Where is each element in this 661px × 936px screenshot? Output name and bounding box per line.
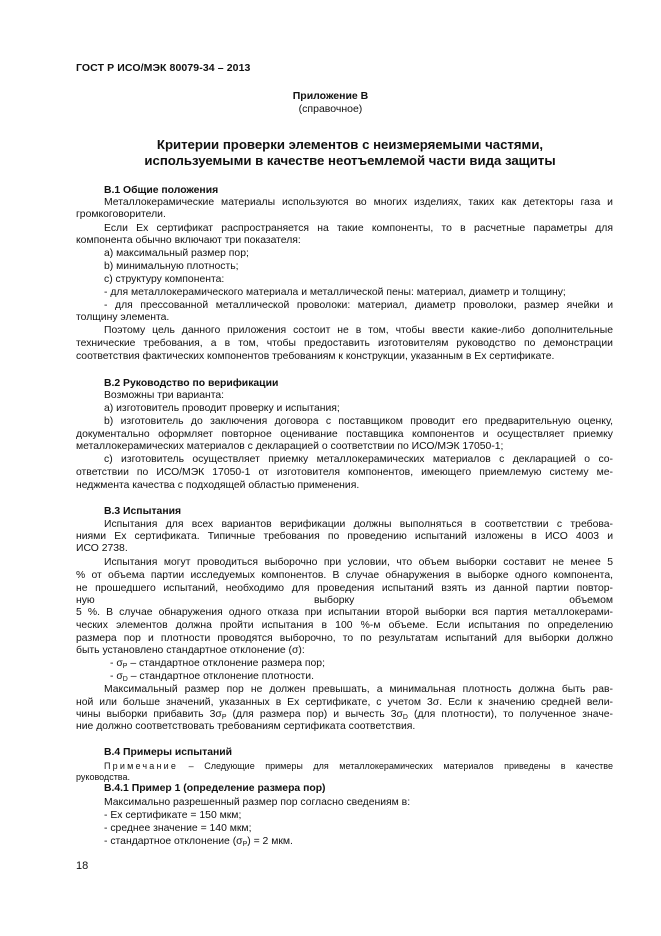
- subscript: P: [122, 663, 128, 670]
- note-label: Примечание: [104, 761, 179, 771]
- paragraph-line: ответствии по ИСО/МЭК 17050-1 от изготовителя компонентов, имеющего приемлемую систему ме-: [76, 467, 613, 478]
- list-item: a) изготовитель проводит проверку и испытания;: [104, 403, 340, 414]
- paragraph-line: Испытания для всех вариантов верификации должны выполняться в соответствии с требова-: [104, 519, 613, 530]
- paragraph-line: громкоговорители.: [76, 209, 166, 220]
- heading-b2: B.2 Руководство по верификации: [104, 378, 279, 389]
- list-item: c) изготовитель осуществляет приемку металлокерамических материалов с декларацией о со-: [104, 454, 613, 465]
- paragraph-line: ческих элементов должна пройти испытания в 100 %-м объеме. Если испытания по определению: [76, 620, 613, 631]
- paragraph-line: Поэтому цель данного приложения состоит не в том, чтобы ввести какие-либо дополнительные: [104, 325, 613, 336]
- paragraph-line: Максимально разрешенный размер пор согласно сведениям в:: [104, 797, 411, 808]
- annex-title: Приложение B: [292, 90, 369, 102]
- subscript: D: [402, 714, 408, 721]
- paragraph-line: ниями Ex сертификата. Типичные требования по проведению испытаний изложены в ИСО 4003 и: [76, 531, 613, 542]
- heading-b4: B.4 Примеры испытаний: [104, 747, 233, 758]
- paragraph-line: Испытания могут проводиться выборочно при условии, что объем выборки составит не менее 5: [104, 557, 613, 568]
- list-item: [76, 836, 613, 848]
- section-title-line-2: используемыми в качестве неотъемлемой части вида защиты: [144, 153, 556, 168]
- list-item: [76, 671, 613, 683]
- paragraph-line: технические требования, а в том, чтобы предоставить изготовителям руководство по демонстрации: [76, 338, 613, 349]
- paragraph-line: Возможны три варианта:: [104, 390, 225, 401]
- list-item: b) минимальную плотность;: [104, 261, 239, 272]
- paragraph-line: не прошедшего испытаний, необходимо для проведения испытаний взять из данной партии повтор-: [76, 583, 613, 594]
- note-text: – Следующие примеры для металлокерамических материалов приведены в качестве: [178, 761, 613, 771]
- word: выборку: [314, 595, 355, 606]
- paragraph-line: толщину элемента.: [76, 312, 170, 323]
- heading-b1: B.1 Общие положения: [104, 185, 219, 196]
- paragraph-line: размера пор и плотности проводятся выборочно, то по результатам испытаний для выборки должно: [76, 633, 613, 644]
- text: чины выборки прибавить 3σ: [76, 709, 222, 720]
- list-item-text: – стандартное отклонение размера пор;: [127, 658, 325, 669]
- text: (для размера пор) и вычесть 3σ: [226, 709, 403, 720]
- page-number: 18: [76, 860, 89, 872]
- heading-b4-1: B.4.1 Пример 1 (определение размера пор): [104, 783, 326, 794]
- sigma-symbol: - σ: [110, 658, 123, 669]
- text: ) = 2 мкм.: [247, 836, 293, 847]
- subscript: D: [122, 676, 128, 683]
- paragraph-line: % от объема партии исследуемых компонентов. В случае обнаружения в выборке одного компонента,: [76, 570, 613, 581]
- word: объемом: [569, 595, 613, 606]
- sigma-symbol: - σ: [110, 671, 123, 682]
- list-item: [76, 658, 613, 670]
- paragraph-line: документально оформляет повторное оценивание поставщика компонентов и осуществляет приемку: [76, 429, 613, 440]
- paragraph-line: 5 %. В случае обнаружения одного отказа при испытании второй выборки вся партия металлокерами-: [76, 607, 613, 618]
- paragraph-line: металлокерамических материалов с декларацией о соответствии по ИСО/МЭК 17050-1;: [76, 441, 504, 452]
- paragraph-line: [76, 709, 613, 721]
- list-item: - для металлокерамического материала и металлической пены: материал, диаметр и толщину;: [104, 287, 566, 298]
- list-item: - среднее значение = 140 мкм;: [104, 823, 252, 834]
- paragraph-line: Если Ex сертификат распространяется на такие компоненты, то в расчетные параметры для: [104, 223, 613, 234]
- paragraph-line: соответствия фактических компонентов требованиям к конструкции, указанным в Ex сертификате.: [76, 351, 555, 362]
- paragraph-line: [76, 595, 613, 607]
- subscript: P: [221, 714, 227, 721]
- word: ную: [76, 595, 95, 606]
- paragraph-line: ние должно соответствовать требованиям сертификата соответствия.: [76, 721, 416, 732]
- subscript: P: [242, 841, 248, 848]
- list-item: - Ex сертификате = 150 мкм;: [104, 810, 242, 821]
- annex-status: (справочное): [298, 103, 363, 115]
- list-item-text: – стандартное отклонение плотности.: [127, 671, 315, 682]
- paragraph-line: неджмента качества с подходящей областью применения.: [76, 480, 360, 491]
- list-item: c) структуру компонента:: [104, 274, 225, 285]
- list-item: b) изготовитель до заключения договора с поставщиком проводит его предварительную оценку,: [104, 416, 613, 427]
- paragraph-line: ИСО 2738.: [76, 543, 128, 554]
- text: - стандартное отклонение (σ: [104, 836, 243, 847]
- document-code-header: ГОСТ Р ИСО/МЭК 80079-34 – 2013: [76, 62, 251, 74]
- paragraph-line: компонента обычно включают три показателя:: [76, 235, 301, 246]
- heading-b3: B.3 Испытания: [104, 506, 182, 517]
- paragraph-line: Металлокерамические материалы используются во многих изделиях, таких как детекторы газа и: [104, 197, 613, 208]
- paragraph-line: Максимальный размер пор не должен превышать, а минимальная плотность должна быть рав-: [104, 684, 613, 695]
- section-title-line-1: Критерии проверки элементов с неизмеряемыми частями,: [156, 137, 544, 152]
- paragraph-line: ной или больше значений, указанных в Ex сертификате, с учетом 3σ. Если к значению средней вели-: [76, 697, 613, 708]
- note-line: руководства.: [76, 772, 130, 782]
- list-item: - для прессованной металлической проволоки: материал, диаметр проволоки, размер ячейки и: [104, 300, 613, 311]
- text: (для плотности), то полученное значе-: [407, 709, 613, 720]
- paragraph-line: быть установлено стандартное отклонение (σ):: [76, 645, 305, 656]
- list-item: a) максимальный размер пор;: [104, 248, 249, 259]
